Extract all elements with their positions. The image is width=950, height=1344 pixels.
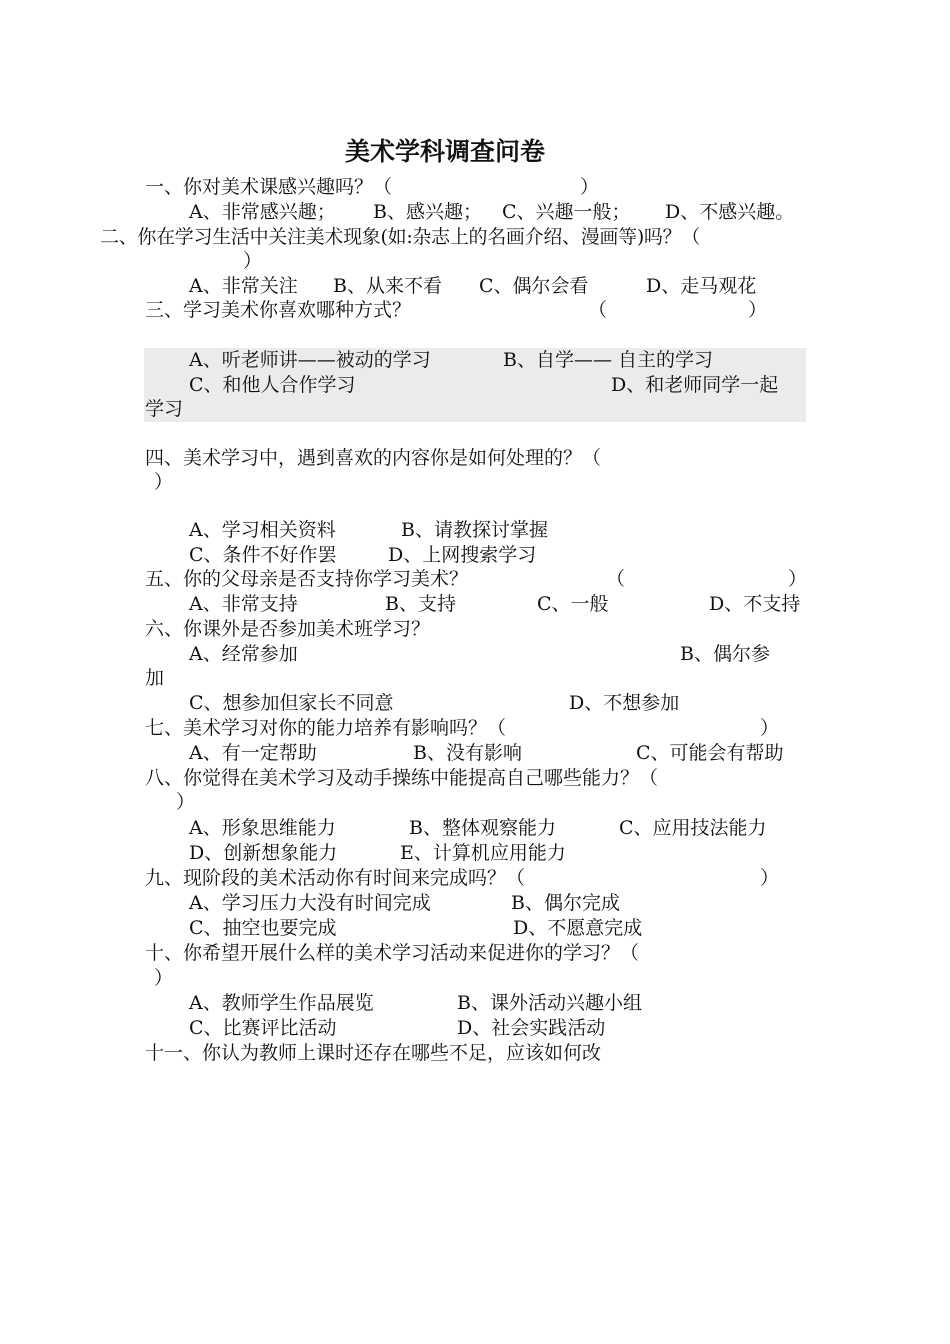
q6-option-a: A、经常参加	[189, 643, 298, 665]
question-10: 十、你希望开展什么样的美术学习活动来促进你的学习？（	[145, 942, 640, 964]
question-3-open: （	[588, 299, 608, 321]
q5-option-d: D、不支持	[709, 593, 801, 615]
q3-option-d: D、和老师同学一起	[611, 374, 779, 396]
q8-option-b: B、整体观察能力	[409, 817, 556, 839]
question-2-close: ）	[243, 250, 263, 272]
q2-option-a: A、非常关注	[189, 275, 298, 297]
q8-option-c: C、应用技法能力	[619, 817, 767, 839]
q6-option-b: B、偶尔参	[680, 643, 770, 665]
q6-option-c: C、想参加但家长不同意	[189, 692, 394, 714]
question-3-close: ）	[748, 299, 768, 321]
q9-option-a: A、学习压力大没有时间完成	[189, 892, 431, 914]
q3-option-c: C、和他人合作学习	[189, 374, 356, 396]
q1-option-b: B、感兴趣；	[373, 201, 482, 223]
q7-option-c: C、可能会有帮助	[636, 742, 784, 764]
q6-option-b-wrap: 加	[145, 667, 165, 689]
question-5-close: ）	[788, 568, 808, 590]
q3-option-a: A、听老师讲——被动的学习	[189, 349, 431, 371]
q8-option-a: A、形象思维能力	[189, 817, 336, 839]
question-7-close: ）	[760, 717, 780, 739]
q4-option-d: D、上网搜索学习	[388, 544, 537, 566]
q1-option-a: A、非常感兴趣；	[189, 201, 336, 223]
q10-option-d: D、社会实践活动	[457, 1017, 606, 1039]
question-4-close: ）	[154, 471, 174, 493]
q4-option-a: A、学习相关资料	[189, 519, 336, 541]
q4-option-c: C、条件不好作罢	[189, 544, 337, 566]
question-4: 四、美术学习中，遇到喜欢的内容你是如何处理的？（	[145, 447, 602, 469]
page-title: 美术学科调查问卷	[344, 137, 545, 166]
q5-option-c: C、一般	[537, 593, 609, 615]
q5-option-b: B、支持	[385, 593, 456, 615]
question-11: 十一、你认为教师上课时还存在哪些不足，应该如何改	[145, 1042, 602, 1064]
q10-option-c: C、比赛评比活动	[189, 1017, 337, 1039]
q2-option-c: C、偶尔会看	[479, 275, 589, 297]
q1-option-d: D、不感兴趣。	[665, 201, 795, 223]
q9-option-b: B、偶尔完成	[511, 892, 620, 914]
q2-option-b: B、从来不看	[333, 275, 442, 297]
question-1: 一、你对美术课感兴趣吗？（	[145, 176, 393, 198]
question-8-close: ）	[176, 791, 196, 813]
question-2: 二、你在学习生活中关注美术现象(如:杂志上的名画介绍、漫画等)吗？（	[100, 226, 701, 248]
q10-option-b: B、课外活动兴趣小组	[457, 992, 642, 1014]
question-6: 六、你课外是否参加美术班学习？	[145, 618, 431, 640]
q7-option-a: A、有一定帮助	[189, 742, 317, 764]
question-9-close: ）	[760, 867, 780, 889]
q3-option-b: B、自学—— 自主的学习	[503, 349, 714, 371]
q4-option-b: B、请教探讨掌握	[401, 519, 548, 541]
question-7: 七、美术学习对你的能力培养有影响吗？（	[145, 717, 507, 739]
q3-option-d-wrap: 学习	[145, 398, 184, 420]
q1-option-c: C、兴趣一般；	[502, 201, 631, 223]
question-9: 九、现阶段的美术活动你有时间来完成吗？（	[145, 867, 526, 889]
q7-option-b: B、没有影响	[413, 742, 522, 764]
q9-option-c: C、抽空也要完成	[189, 917, 337, 939]
question-10-close: ）	[154, 967, 174, 989]
q5-option-a: A、非常支持	[189, 593, 298, 615]
q10-option-a: A、教师学生作品展览	[189, 992, 374, 1014]
q8-option-d: D、创新想象能力	[189, 842, 338, 864]
question-5-open: （	[606, 568, 626, 590]
question-3: 三、学习美术你喜欢哪种方式？	[145, 299, 412, 321]
question-8: 八、你觉得在美术学习及动手操练中能提高自己哪些能力？（	[145, 767, 659, 789]
q8-option-e: E、计算机应用能力	[400, 842, 566, 864]
q2-option-d: D、走马观花	[646, 275, 757, 297]
question-5: 五、你的父母亲是否支持你学习美术？	[145, 568, 469, 590]
question-1-close: ）	[580, 176, 600, 198]
q6-option-d: D、不想参加	[569, 692, 680, 714]
q9-option-d: D、不愿意完成	[513, 917, 643, 939]
